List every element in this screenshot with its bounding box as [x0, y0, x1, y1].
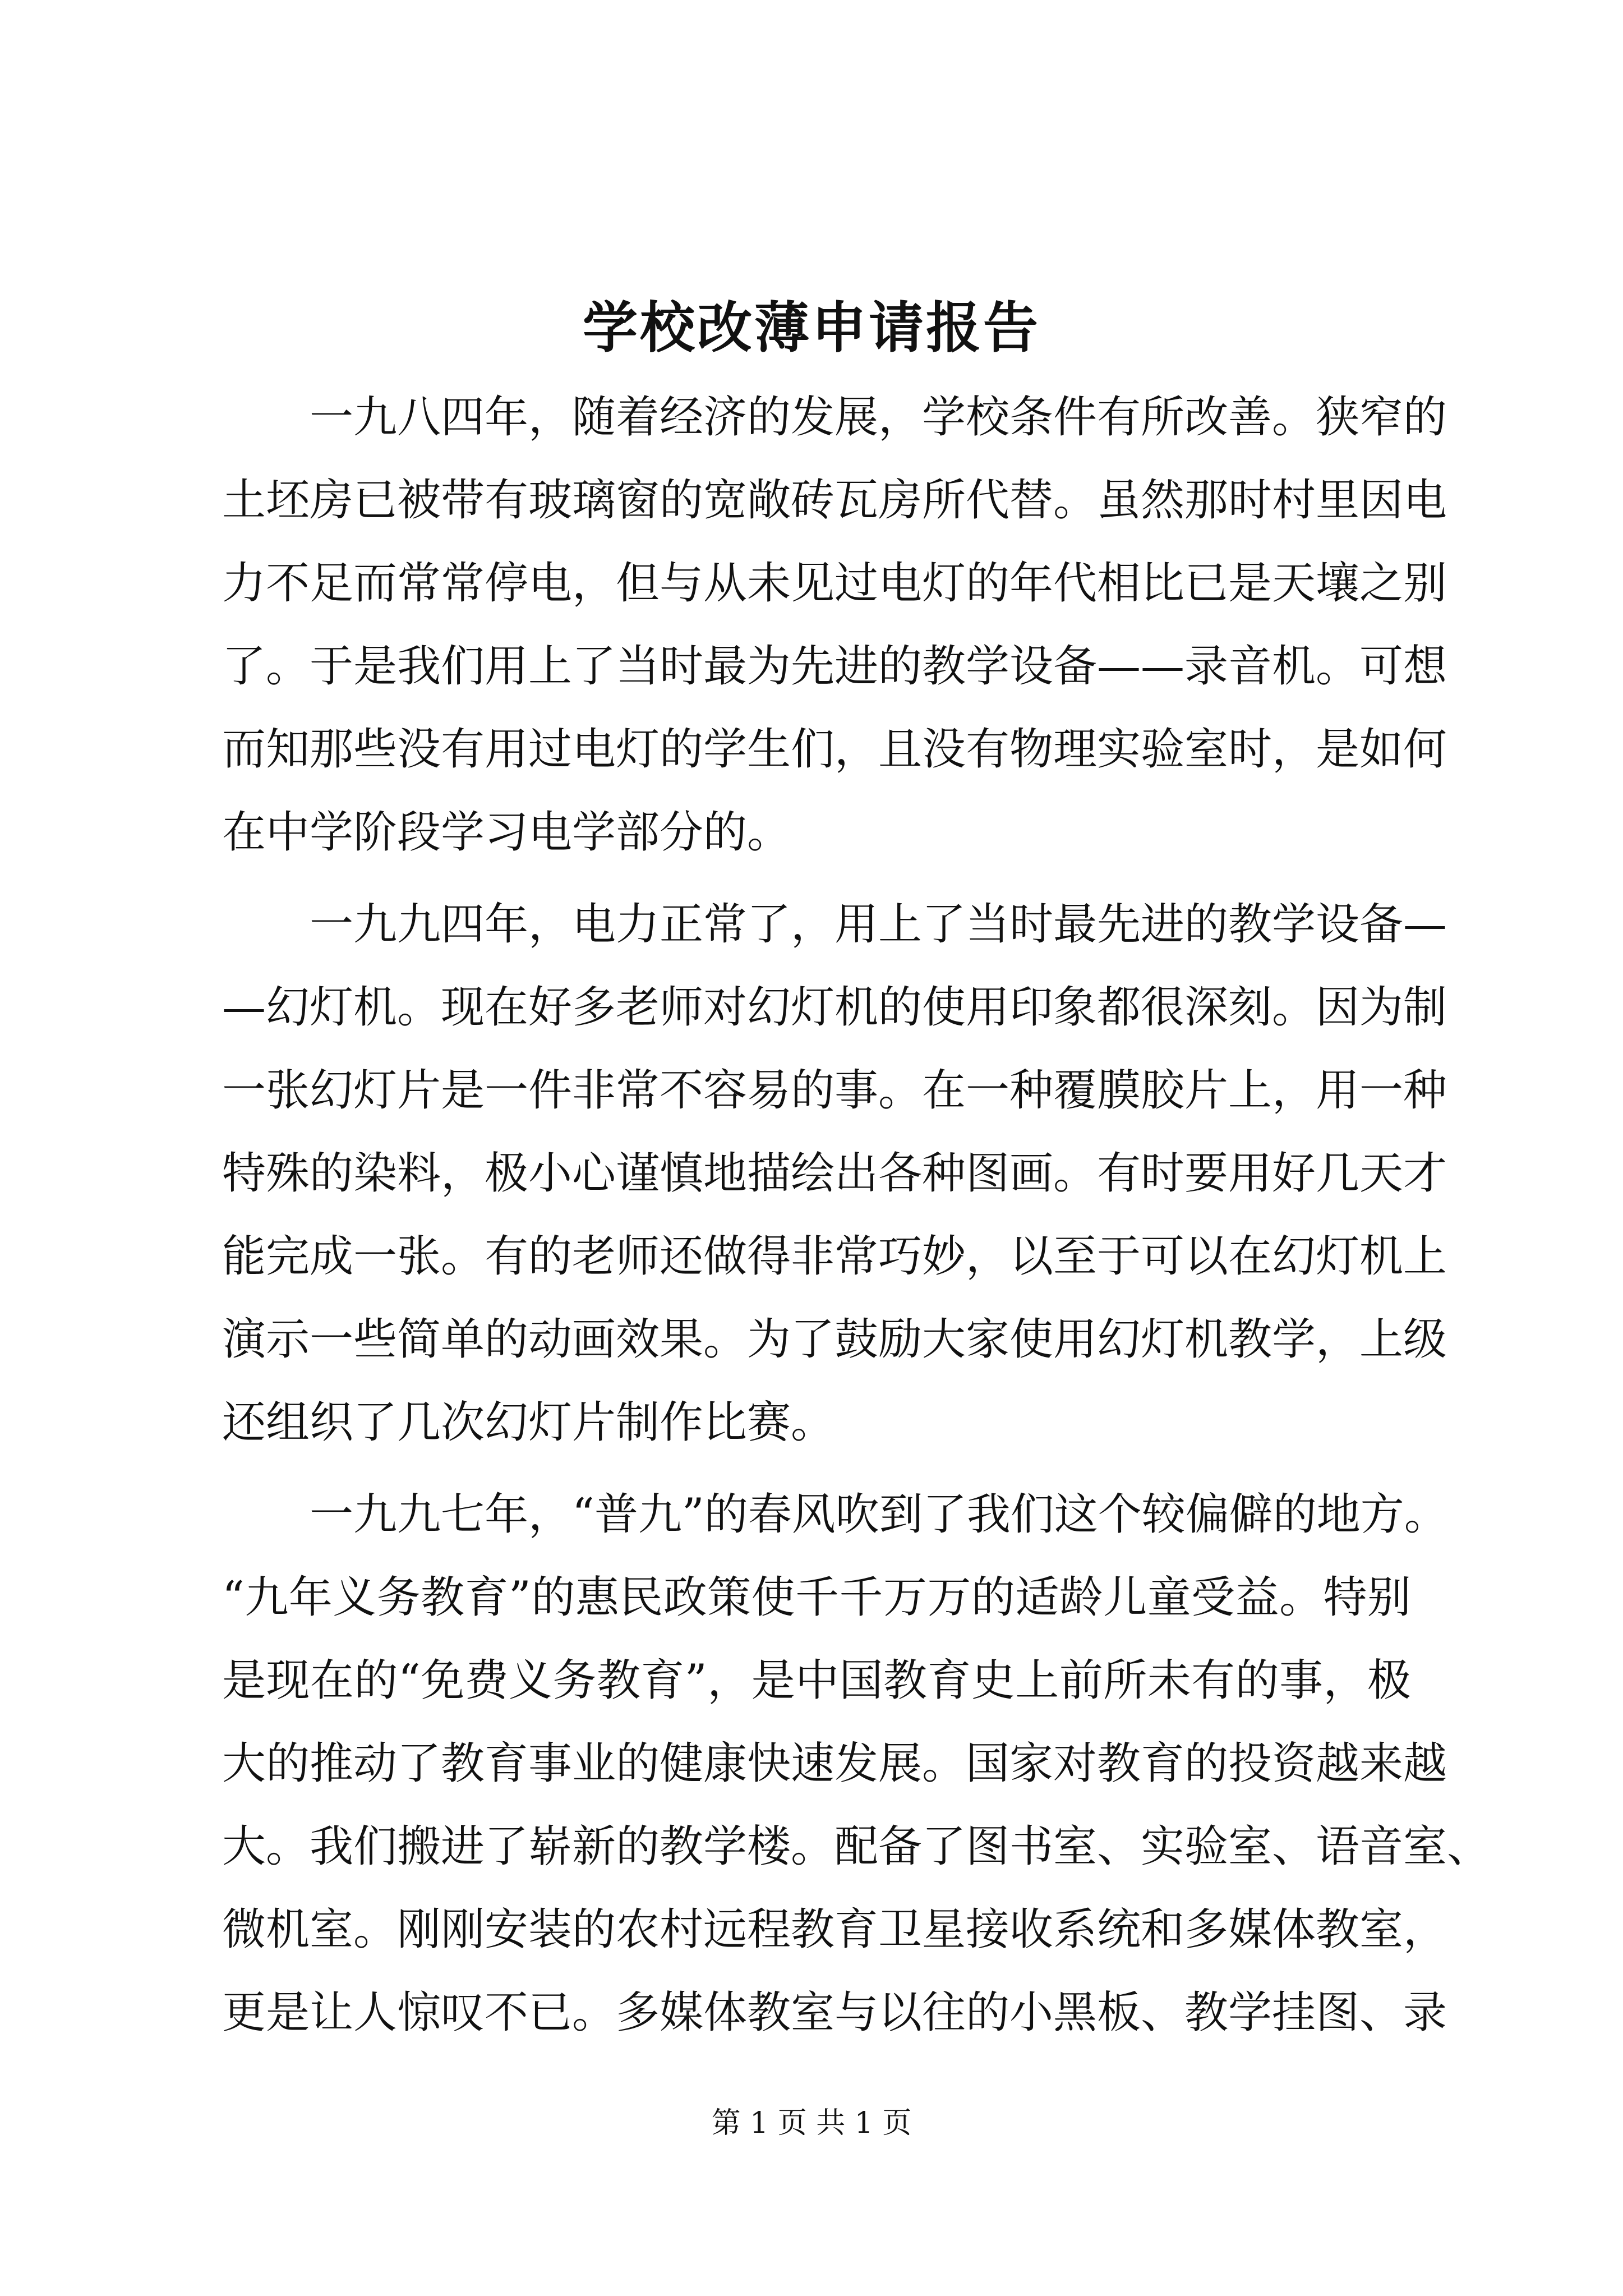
text-line: 特殊的染料，极小心谨慎地描绘出各种图画。有时要用好几天才	[222, 1148, 1447, 1199]
text-line: 而知那些没有用过电灯的学生们，且没有物理实验室时，是如何	[222, 724, 1447, 775]
text-line: 土坯房已被带有玻璃窗的宽敞砖瓦房所代替。虽然那时村里因电	[222, 475, 1447, 526]
text-line: 大。我们搬进了崭新的教学楼。配备了图书室、实验室、语音室、	[222, 1821, 1491, 1872]
paragraph-3	[222, 1473, 1491, 2054]
document-title: 学校改薄申请报告	[582, 296, 1040, 360]
text-line: 在中学阶段学习电学部分的。	[222, 807, 791, 858]
text-line: 微机室。刚刚安装的农村远程教育卫星接收系统和多媒体教室，	[222, 1904, 1447, 1955]
text-line: 一张幻灯片是一件非常不容易的事。在一种覆膜胶片上，用一种	[222, 1065, 1447, 1116]
text-line: 更是让人惊叹不已。多媒体教室与以往的小黑板、教学挂图、录	[222, 1987, 1447, 2038]
text-line: 是现在的“免费义务教育”，是中国教育史上前所未有的事，极	[222, 1655, 1411, 1706]
paragraph-2	[222, 883, 1447, 1464]
text-line: 力不足而常常停电，但与从未见过电灯的年代相比已是天壤之别	[222, 558, 1447, 609]
text-line: 了。于是我们用上了当时最为先进的教学设备——录音机。可想	[222, 641, 1447, 692]
text-line: 一九九七年，“普九”的春风吹到了我们这个较偏僻的地方。	[310, 1489, 1448, 1540]
text-line: “九年义务教育”的惠民政策使千千万万的适龄儿童受益。特别	[222, 1572, 1411, 1623]
text-line: 还组织了几次幻灯片制作比赛。	[222, 1397, 835, 1448]
text-line: 大的推动了教育事业的健康快速发展。国家对教育的投资越来越	[222, 1738, 1447, 1789]
paragraph-1	[222, 376, 1447, 874]
text-line: —幻灯机。现在好多老师对幻灯机的使用印象都很深刻。因为制	[222, 982, 1447, 1033]
text-line: 演示一些简单的动画效果。为了鼓励大家使用幻灯机教学，上级	[222, 1314, 1447, 1365]
page-footer: 第 1 页 共 1 页	[711, 2106, 912, 2140]
text-line: 一九九四年，电力正常了，用上了当时最先进的教学设备—	[310, 899, 1447, 950]
text-line: 能完成一张。有的老师还做得非常巧妙，以至于可以在幻灯机上	[222, 1231, 1447, 1282]
text-line: 一九八四年，随着经济的发展，学校条件有所改善。狭窄的	[310, 392, 1447, 443]
document-body	[222, 376, 1491, 2054]
